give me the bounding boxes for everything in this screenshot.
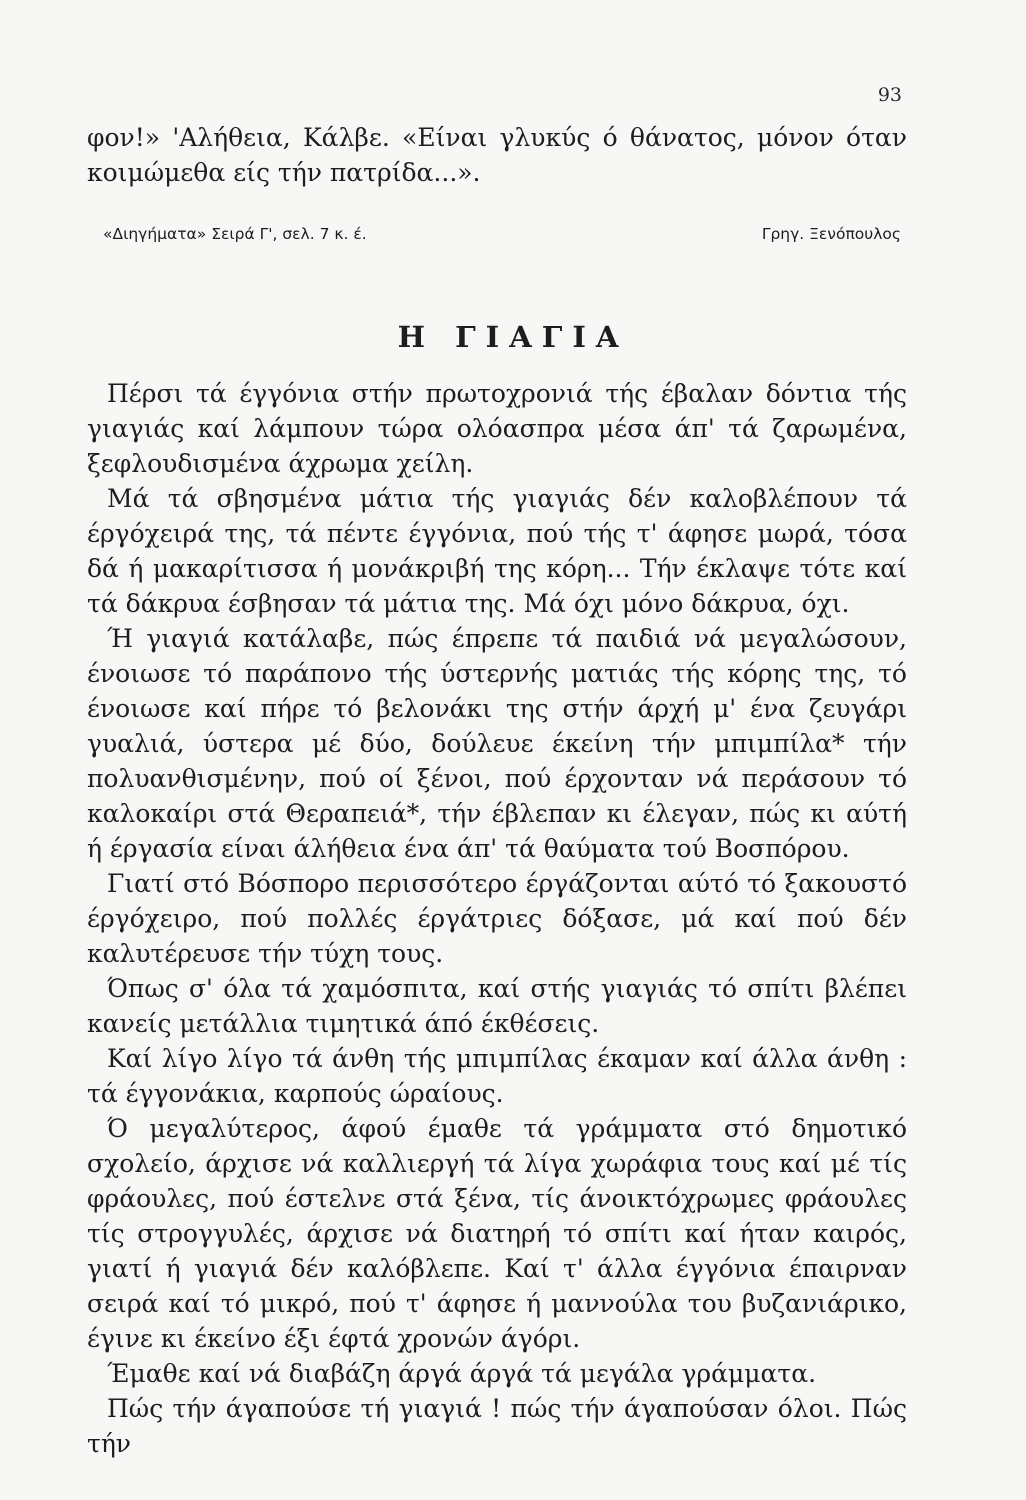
paragraph-3: Ή γιαγιά κατάλαβε, πώς έπρεπε τά παιδιά νά μεγαλώσουν, ένοιωσε τό παράπονο τής ύστερνής ματιάς τής κόρης της, τό ένοιωσε καί πήρε τό βελονάκι της στήν άρχή μ' ένα ζευγάρι γυαλιά, ύστερα μέ δύο, δούλευε έκείνη τήν μπιμπίλα* τήν πολυανθισμένην, πού οί ξένοι, πού έρχονταν νά περάσουν τό καλοκαίρι στά Θεραπειά*, τήν έβλεπαν κι έλεγαν, πώς κι αύτή ή έργασία είναι άλήθεια ένα άπ' τά θαύματα τού Βοσπόρου. (87, 624, 907, 863)
paragraph-8: Έμαθε καί νά διαβάζη άργά άργά τά μεγάλα γράμματα. (107, 1359, 817, 1388)
paragraph-6: Καί λίγο λίγο τά άνθη τής μπιμπίλας έκαμαν καί άλλα άνθη : τά έγγονάκια, καρπούς ώραίους. (87, 1044, 907, 1108)
story-title: Η ΓΙΑΓΙΑ (397, 320, 629, 354)
source-reference: «Διηγήματα» Σειρά Γ', σελ. 7 κ. έ. (103, 225, 367, 243)
paragraph-7: Ό μεγαλύτερος, άφού έμαθε τά γράμματα στό δημοτικό σχολείο, άρχισε νά καλλιεργή τά λίγα χωράφια τους καί μέ τίς φράουλες, πού έστελνε στά ξένα, τίς άνοικτόχρωμες φράουλες τίς στρογγυλές, άρχισε νά διατηρή τό σπίτι καί ήταν καιρός, γιατί ή γιαγιά δέν καλόβλεπε. Καί τ' άλλα έγγόνια έπαιρναν σειρά καί τό μικρό, πού τ' άφησε ή μαννούλα του βυζανιάρικο, έγινε κι έκείνο έξι έφτά χρονών άγόρι. (87, 1114, 907, 1353)
source-citation (103, 224, 901, 244)
paragraph-2: Μά τά σβησμένα μάτια τής γιαγιάς δέν καλοβλέπουν τά έργόχειρά της, τά πέντε έγγόνια, πού τής τ' άφησε μωρά, τόσα δά ή μακαρίτισσα ή μονάκριβή της κόρη... Τήν έκλαψε τότε καί τά δάκρυα έσβησαν τά μάτια της. Μά όχι μόνο δάκρυα, όχι. (87, 484, 907, 618)
page-number: 93 (877, 84, 902, 106)
carryover-text (87, 120, 907, 190)
paragraph-1: Πέρσι τά έγγόνια στήν πρωτοχρονιά τής έβαλαν δόντια τής γιαγιάς καί λάμπουν τώρα ολόασπρα μέσα άπ' τά ζαρωμένα, ξεφλουδισμένα άχρωμα χείλη. (87, 379, 907, 478)
carryover-paragraph: φον!» 'Αλήθεια, Κάλβε. «Είναι γλυκύς ό θάνατος, μόνον όταν κοιμώμεθα είς τήν πατρίδα...». (87, 123, 907, 187)
source-author: Γρηγ. Ξενόπουλος (761, 225, 901, 243)
story-body (87, 376, 907, 1461)
paragraph-4: Γιατί στό Βόσπορο περισσότερο έργάζονται αύτό τό ξακουστό έργόχειρο, πού πολλές έργάτριες δόξασε, μά καί πού δέν καλυτέρευσε τήν τύχη τους. (87, 869, 907, 968)
paragraph-9: Πώς τήν άγαπούσε τή γιαγιά ! πώς τήν άγαπούσαν όλοι. Πώς τήν (87, 1394, 907, 1458)
paragraph-5: Όπως σ' όλα τά χαμόσπιτα, καί στής γιαγιάς τό σπίτι βλέπει κανείς μετάλλια τιμητικά άπό έκθέσεις. (87, 974, 907, 1038)
